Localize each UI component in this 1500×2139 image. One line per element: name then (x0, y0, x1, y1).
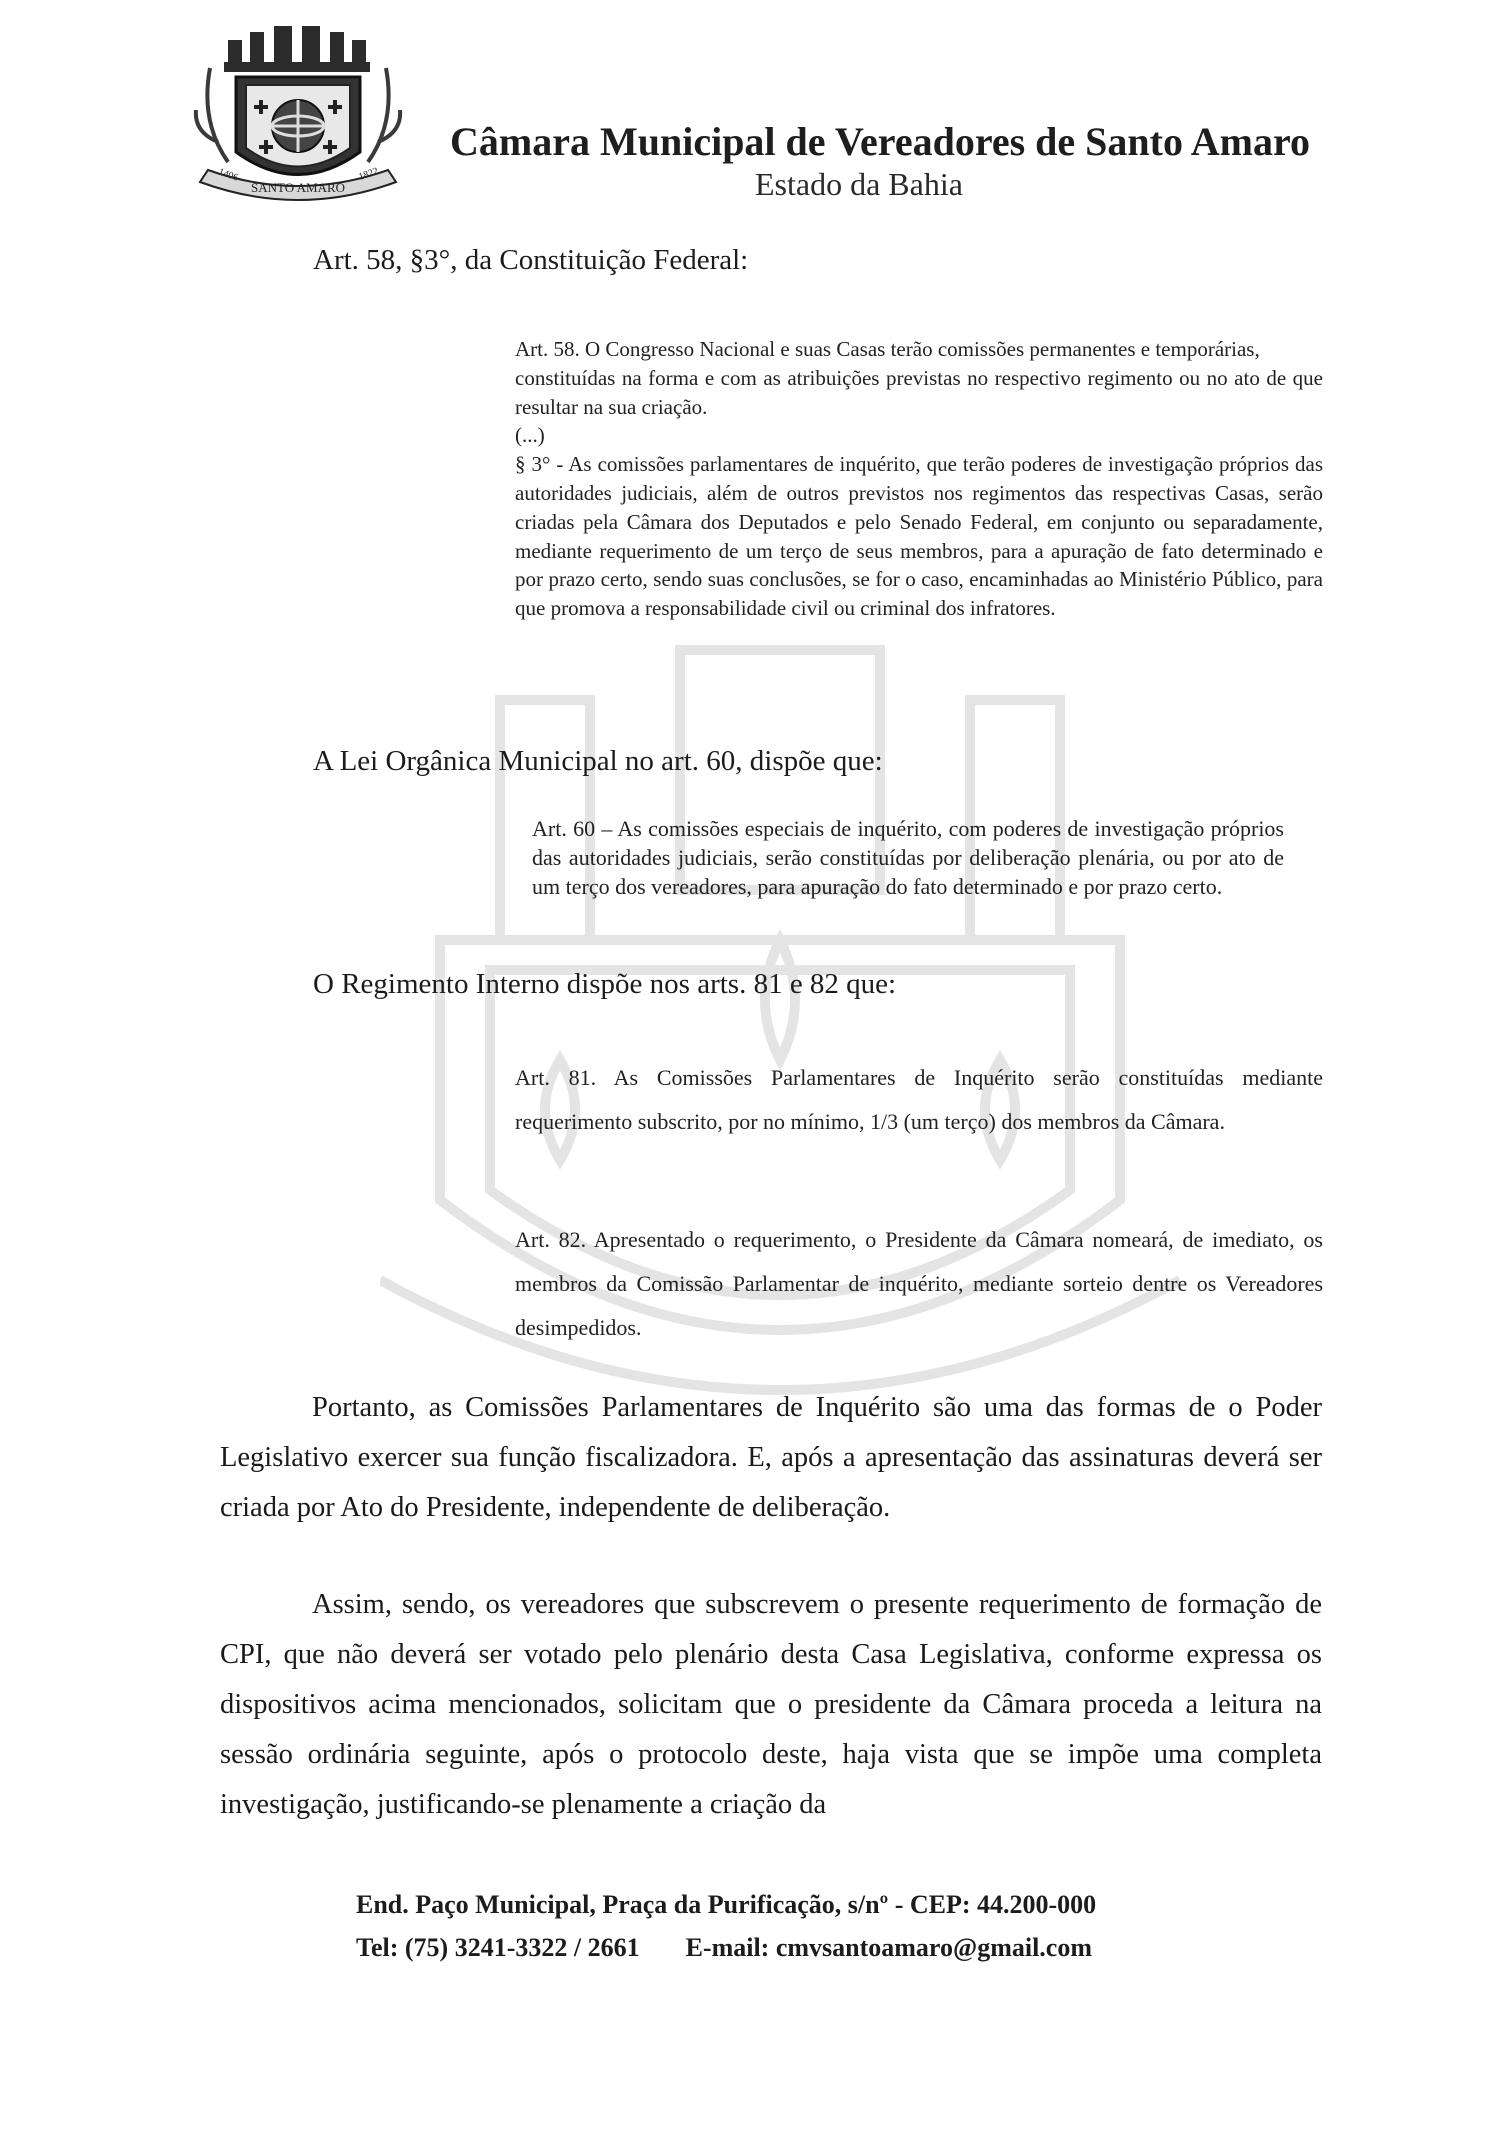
quote-art-58-line-1: Art. 58. O Congresso Nacional e suas Casas terão comissões permanentes e temporárias, (515, 337, 1260, 361)
quote-art-82: Art. 82. Apresentado o requerimento, o Presidente da Câmara nomeará, de imediato, os membros da Comissão Parlamentar de inquérito, mediante sorteio dentre os Vereadores desimpedidos. (515, 1227, 1323, 1340)
footer-phone: Tel: (75) 3241-3322 / 2661 (356, 1933, 640, 1962)
paragraph-assim-text: Assim, sendo, os vereadores que subscrevem o presente requerimento de formação de CPI, que não deverá ser votado pelo plenário desta Casa Legislativa, conforme expressa os dispositivos acima mencionados, solicitam que o presidente da Câmara proceda a leitura na sessão ordinária seguinte, após o protocolo deste, haja vista que se impõe uma completa investigação, justificando-se plenamente a criação da (220, 1589, 1322, 1820)
quote-art-60: Art. 60 – As comissões especiais de inquérito, com poderes de investigação próprios das autoridades judiciais, serão constituídas por deliberação plenária, ou por ato de um terço dos vereadores, para apuração do fato determinado e por prazo certo. (532, 816, 1284, 899)
intro-regimento-interno: O Regimento Interno dispõe nos arts. 81 e 82 que: (313, 968, 897, 1000)
crest-year-right: 1822 (357, 165, 380, 183)
crest-banner-text: SANTO AMARO (250, 180, 346, 195)
footer-contact (356, 1933, 1092, 1963)
quote-art-58 (515, 335, 1323, 623)
header-title: Câmara Municipal de Vereadores de Santo Amaro (450, 119, 1311, 164)
quote-art-81: Art. 81. As Comissões Parlamentares de Inquérito serão constituídas mediante requerimento subscrito, por no mínimo, 1/3 (um terço) dos membros da Câmara. (515, 1065, 1323, 1134)
paragraph-assim (220, 1580, 1322, 1830)
header-subtitle: Estado da Bahia (755, 166, 963, 202)
quote-art-58-line-2: constituídas na forma e com as atribuições previstas no respectivo regimento ou no ato de que resultar na sua criação. (515, 365, 1323, 419)
crest-year-left: 1406 (216, 166, 240, 184)
paragraph-portanto (220, 1383, 1322, 1533)
quote-art-58-ellipsis: (...) (515, 423, 545, 448)
municipal-crest-logo (188, 22, 408, 222)
intro-constituicao: Art. 58, §3°, da Constituição Federal: (313, 244, 749, 276)
paragraph-portanto-text: Portanto, as Comissões Parlamentares de Inquérito são uma das formas de o Poder Legislativo exercer sua função fiscalizadora. E, após a apresentação das assinaturas deverá ser criada por Ato do Presidente, independente de deliberação. (220, 1392, 1322, 1523)
quote-art-58-paragraph-3: § 3° - As comissões parlamentares de inquérito, que terão poderes de investigação próprios das autoridades judiciais, além de outros previstos nos regimentos das respectivas Casas, serão criadas pela Câmara dos Deputados e pelo Senado Federal, em conjunto ou separadamente, mediante requerimento de um terço de seus membros, para a apuração de fato determinado e por prazo certo, sendo suas conclusões, se for o caso, encaminhadas ao Ministério Público, para que promova a responsabilidade civil ou criminal dos infratores. (515, 452, 1323, 621)
footer-email: E-mail: cmvsantoamaro@gmail.com (685, 1933, 1092, 1962)
footer-address: End. Paço Municipal, Praça da Purificação, s/nº - CEP: 44.200-000 (356, 1890, 1097, 1919)
intro-lei-organica: A Lei Orgânica Municipal no art. 60, dispõe que: (313, 745, 883, 777)
